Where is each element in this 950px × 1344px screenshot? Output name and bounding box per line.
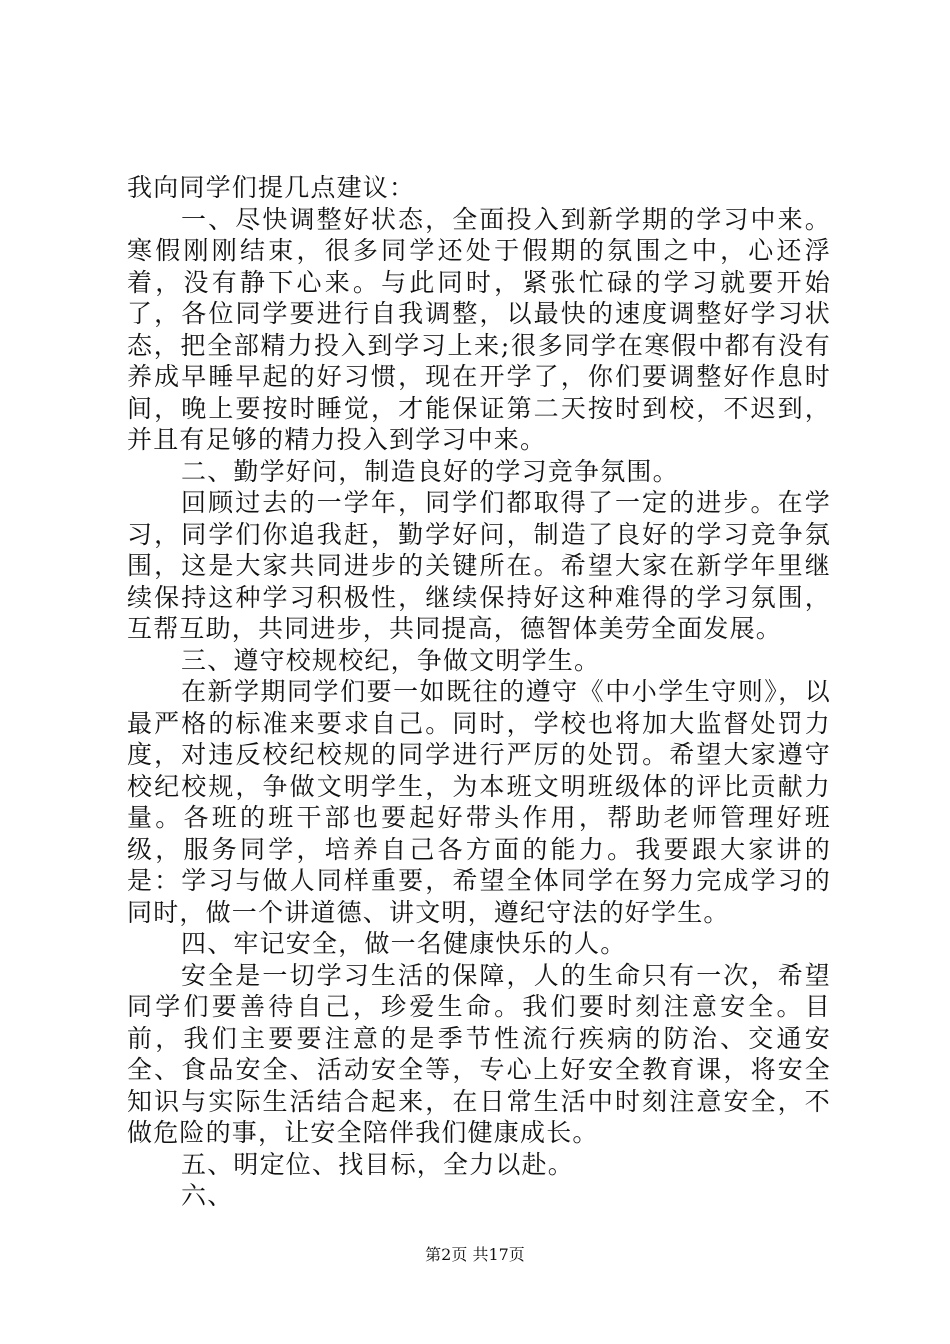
heading-point-5: 五、明定位、找目标，全力以赴。 [181,1149,575,1179]
paragraph-point-1: 一、尽快调整好状态，全面投入到新学期的学习中来。寒假刚刚结束，很多同学还处于假期的氛围之中，心还浮着，没有静下心来。与此同时，紧张忙碌的学习就要开始了，各位同学要进行自我调整，以最快的速度调整好学习状态，把全部精力投入到学习上来;很多同学在寒假中都有没有养成早睡早起的好习惯，现在开学了，你们要调整好作息时间，晚上要按时睡觉，才能保证第二天按时到校，不迟到，并且有足够的精力投入到学习中来。 [127,204,831,454]
paragraph-point-2-body: 回顾过去的一学年，同学们都取得了一定的进步。在学习，同学们你追我赶，勤学好问，制造了良好的学习竞争氛围，这是大家共同进步的关键所在。希望大家在新学年里继续保持这种学习积极性，继续保持好这种难得的学习氛围，互帮互助，共同进步，共同提高，德智体美劳全面发展。 [127,488,831,643]
page-footer [0,1244,950,1266]
heading-point-6: 六、 [181,1181,234,1210]
heading-point-2: 二、勤学好问，制造良好的学习竞争氛围。 [181,456,679,486]
page-number-label: 第2页 共17页 [425,1245,525,1264]
paragraph-intro: 我向同学们提几点建议： [127,173,416,202]
document-body [127,172,831,1212]
paragraph-point-4-body: 安全是一切学习生活的保障，人的生命只有一次，希望同学们要善待自己，珍爱生命。我们要时刻注意安全。目前，我们主要要注意的是季节性流行疾病的防治、交通安全、食品安全、活动安全等，专心上好安全教育课，将安全知识与实际生活结合起来，在日常生活中时刻注意安全，不做危险的事，让安全陪伴我们健康成长。 [127,960,831,1147]
paragraph-point-3-body: 在新学期同学们要一如既往的遵守《中小学生守则》，以最严格的标准来要求自己。同时，学校也将加大监督处罚力度，对违反校纪校规的同学进行严厉的处罚。希望大家遵守校纪校规，争做文明学生，为本班文明班级体的评比贡献力量。各班的班干部也要起好带头作用，帮助老师管理好班级，服务同学，培养自己各方面的能力。我要跟大家讲的是：学习与做人同样重要，希望全体同学在努力完成学习的同时，做一个讲道德、讲文明，遵纪守法的好学生。 [127,677,831,927]
heading-point-4: 四、牢记安全，做一名健康快乐的人。 [181,929,627,958]
heading-point-3: 三、遵守校规校纪，争做文明学生。 [181,645,601,675]
